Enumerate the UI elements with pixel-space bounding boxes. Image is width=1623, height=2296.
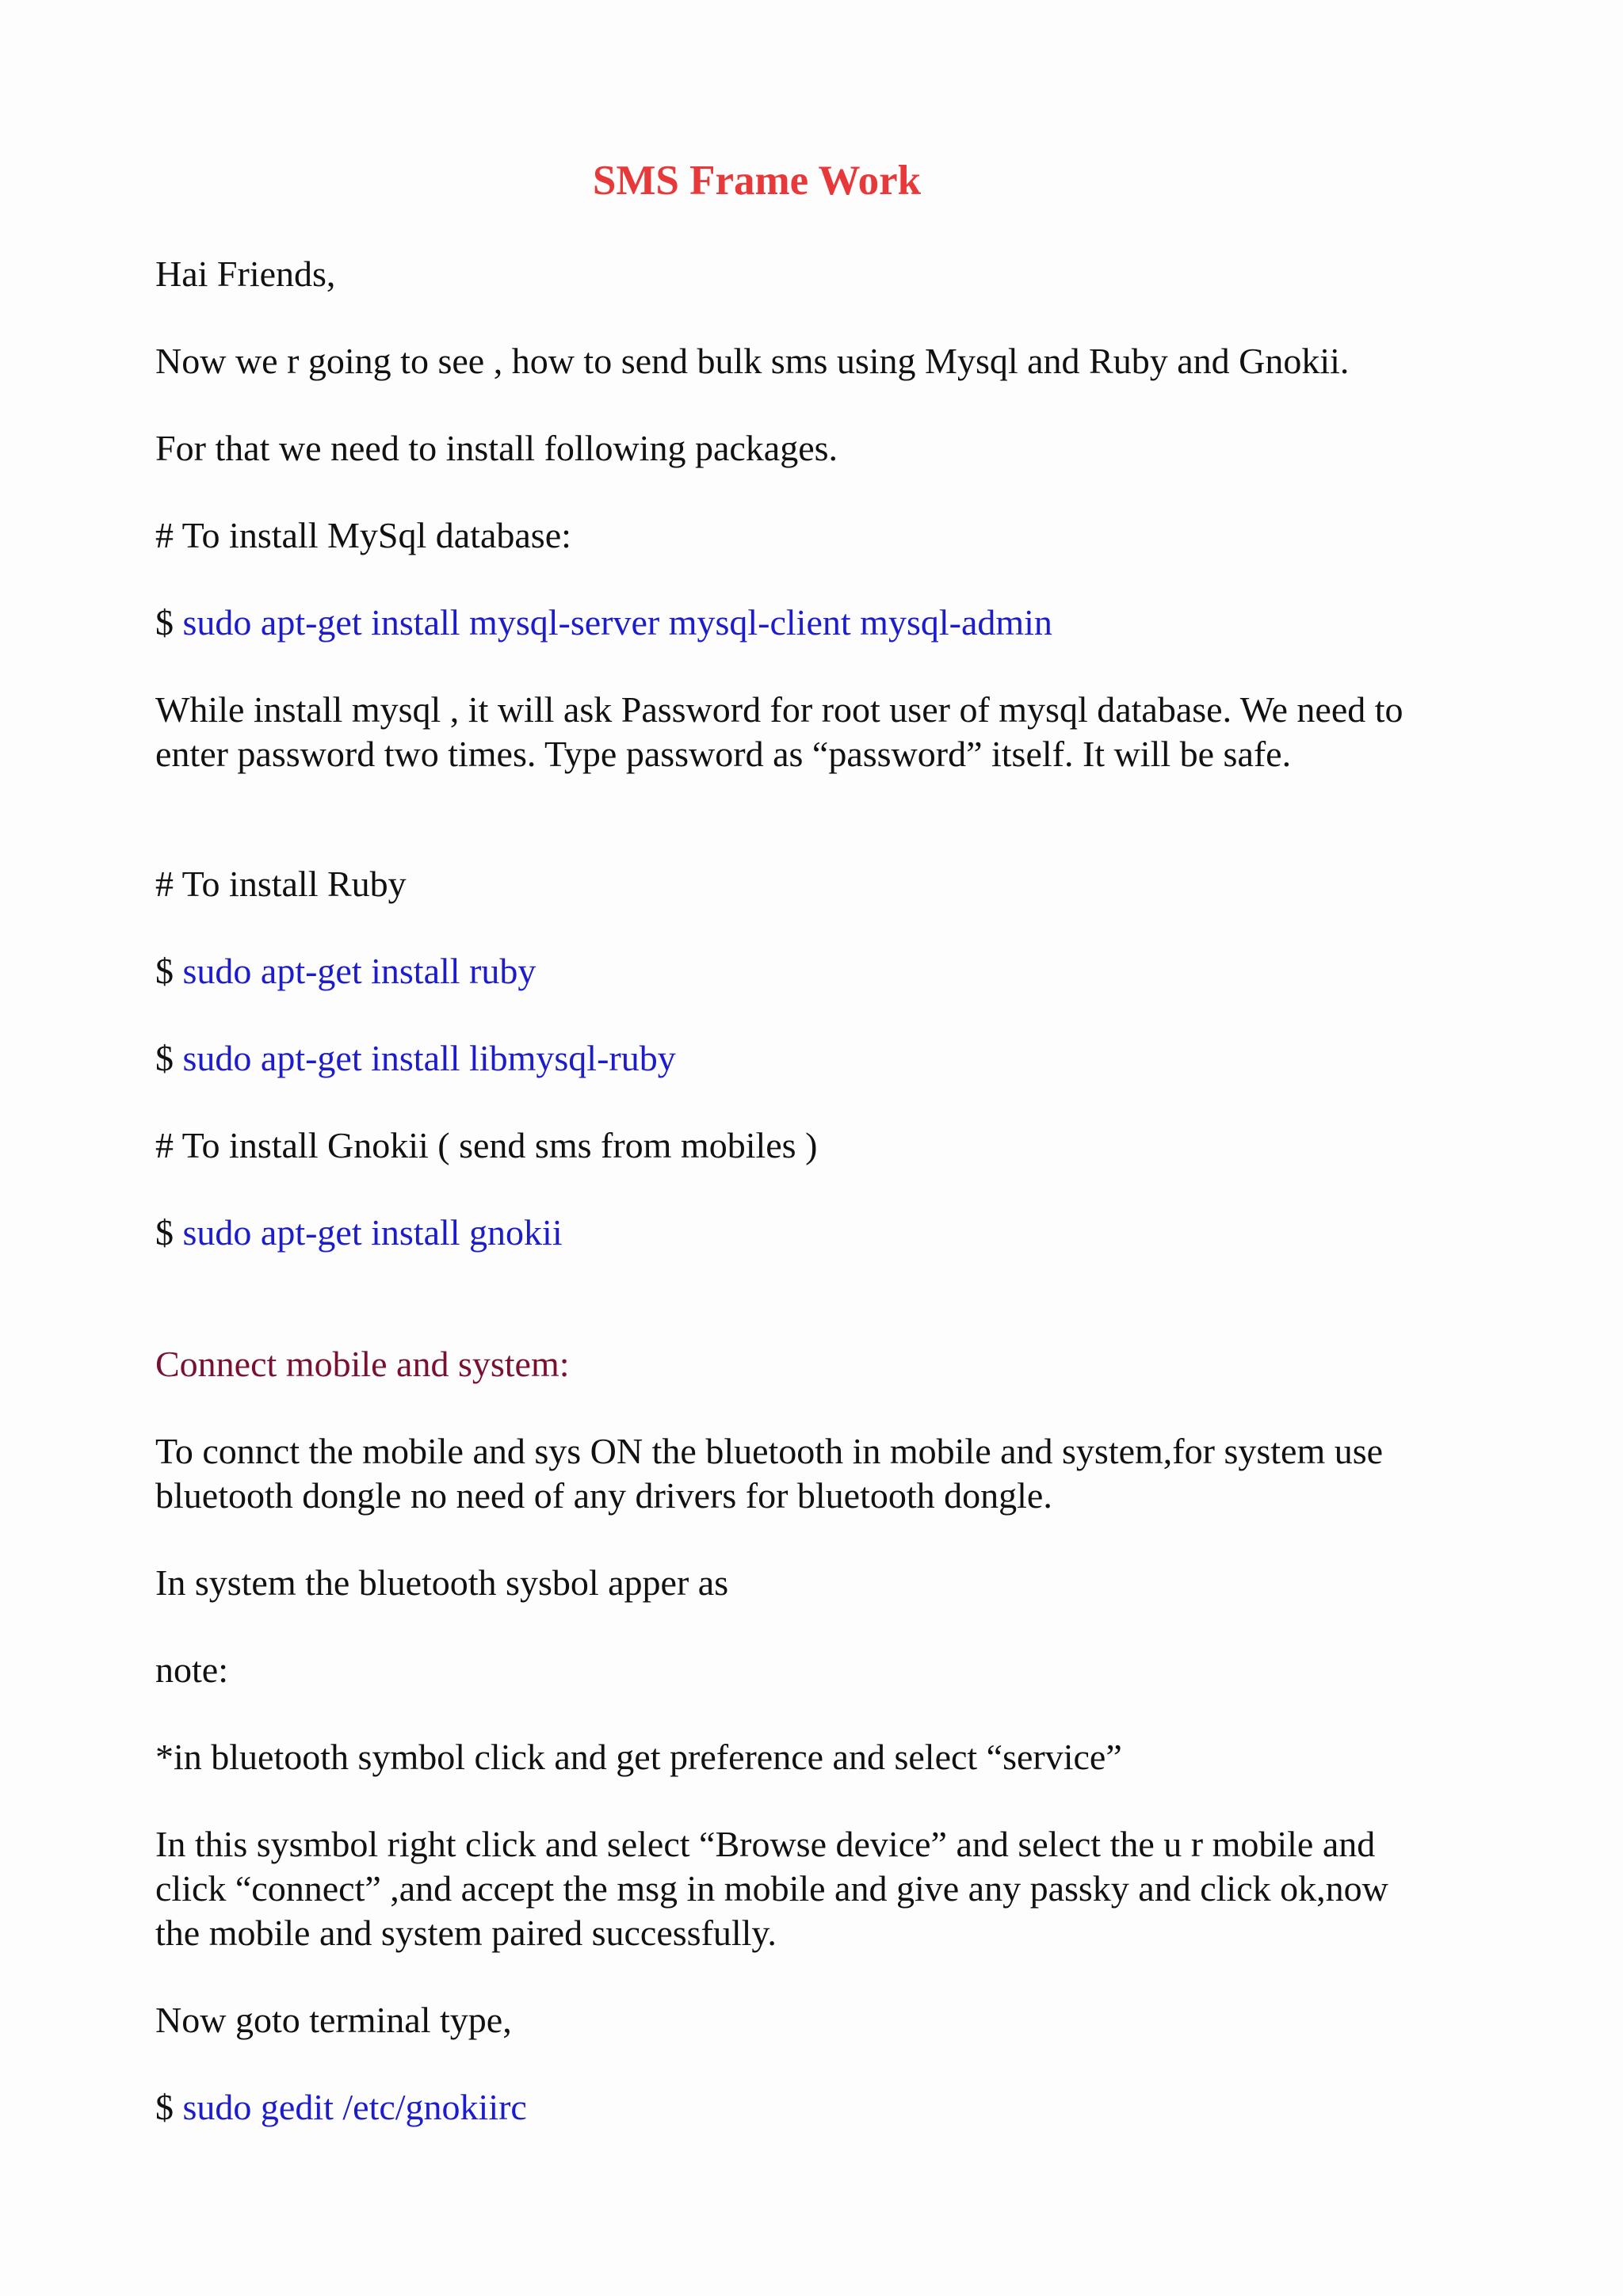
mysql-install-command [155,601,1496,645]
libmysql-install-command [155,1036,1496,1081]
browse-paragraph-line: the mobile and system paired successfully. [155,1913,777,1953]
mysql-note-line: While install mysql , it will ask Password for root user of mysql database. We need to [155,689,1403,730]
connect-paragraph-line: To connct the mobile and sys ON the bluetooth in mobile and system,for system use [155,1431,1384,1471]
terminal-instruction: Now goto terminal type, [155,2000,512,2040]
connect-section-heading: Connect mobile and system: [155,1344,570,1384]
command-text: sudo apt-get install ruby [182,951,537,991]
command-text: sudo apt-get install libmysql-ruby [182,1038,676,1078]
mysql-note-line: enter password two times. Type password as “password” itself. It will be safe. [155,734,1292,774]
packages-paragraph: For that we need to install following packages. [155,428,838,468]
browse-paragraph-line: click “connect” ,and accept the msg in mobile and give any passky and click ok,now [155,1868,1388,1909]
shell-prompt: $ [155,951,183,991]
connect-paragraph-line: bluetooth dongle no need of any drivers for bluetooth dongle. [155,1475,1052,1516]
mysql-comment: # To install MySql database: [155,515,571,555]
note-item: *in bluetooth symbol click and get preference and select “service” [155,1737,1122,1777]
document-title: SMS Frame Work [592,158,922,204]
shell-prompt: $ [155,602,183,643]
command-text: sudo apt-get install gnokii [182,1212,563,1253]
gnokii-comment: # To install Gnokii ( send sms from mobiles ) [155,1125,818,1165]
greeting-text: Hai Friends, [155,254,336,294]
shell-prompt: $ [155,1212,183,1253]
command-text: sudo apt-get install mysql-server mysql-client mysql-admin [182,602,1052,643]
shell-prompt: $ [155,1038,183,1078]
gedit-command [155,2085,1496,2130]
shell-prompt: $ [155,2087,183,2127]
bluetooth-symbol-text: In system the bluetooth sysbol apper as [155,1562,729,1603]
ruby-comment: # To install Ruby [155,864,407,904]
note-label: note: [155,1650,228,1690]
command-text: sudo gedit /etc/gnokiirc [182,2087,527,2127]
browse-paragraph-line: In this sysmbol right click and select “Browse device” and select the u r mobile and [155,1824,1376,1864]
intro-paragraph: Now we r going to see , how to send bulk sms using Mysql and Ruby and Gnokii. [155,341,1350,381]
gnokii-install-command [155,1211,1496,1255]
ruby-install-command [155,949,1496,994]
